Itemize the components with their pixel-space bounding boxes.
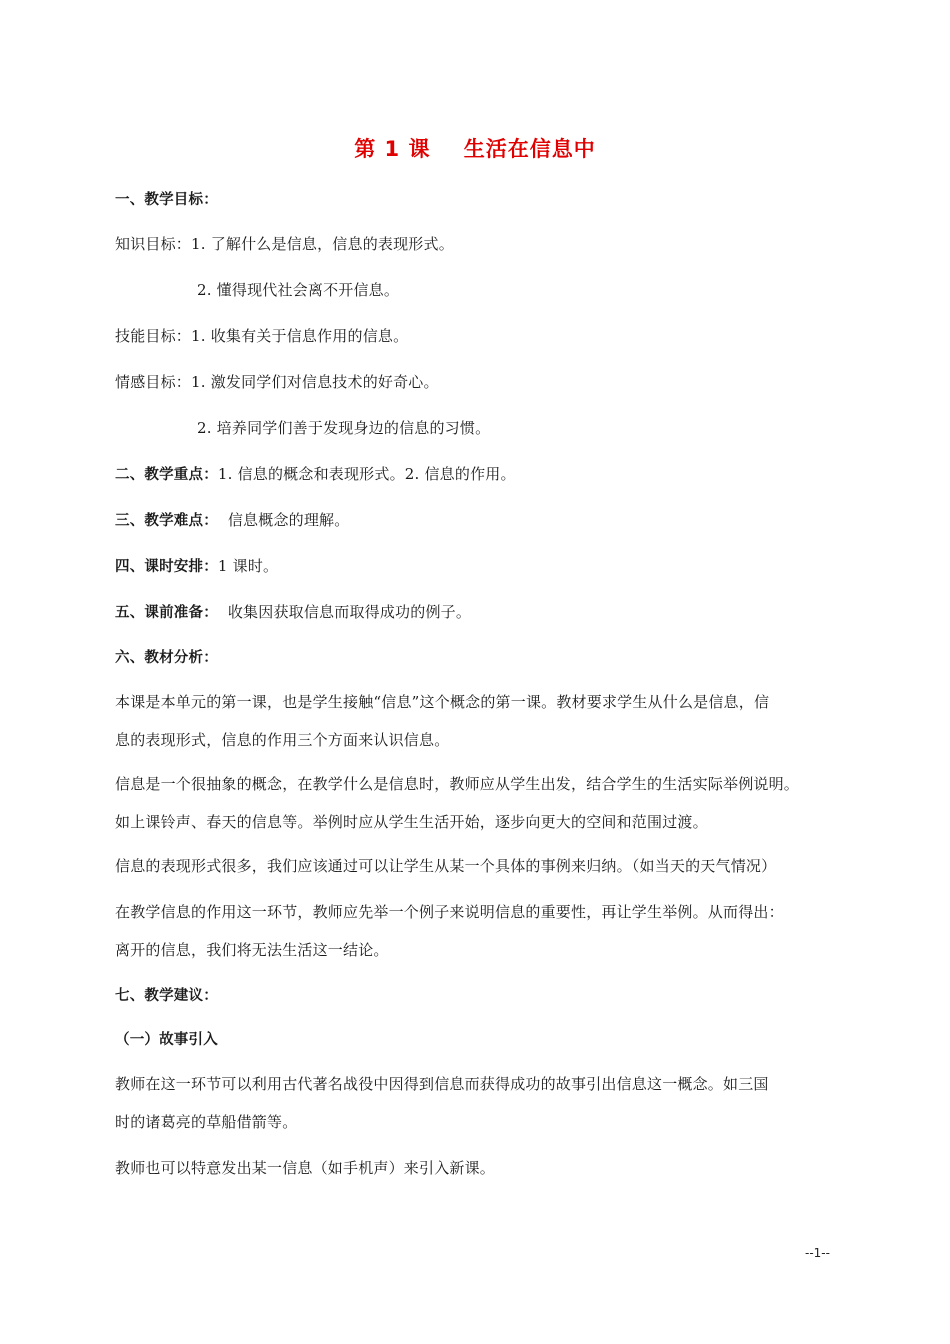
section-heading-key-points: 二、教学重点： — [115, 467, 218, 483]
analysis-para-2-line-1: 信息是一个很抽象的概念，在教学什么是信息时，教师应从学生出发，结合学生的生活实际举例说明。 — [115, 775, 800, 793]
section-heading-analysis: 六、教材分析： — [115, 650, 218, 666]
analysis-para-2-line-2: 如上课铃声、春天的信息等。举例时应从学生生活开始，逐步向更大的空间和范围过渡。 — [115, 813, 708, 831]
suggestion-para-1-line-2: 时的诸葛亮的草船借箭等。 — [115, 1113, 298, 1131]
difficulty-text: 信息概念的理解。 — [217, 511, 350, 529]
analysis-para-1-line-2: 息的表现形式，信息的作用三个方面来认识信息。 — [115, 731, 450, 749]
analysis-para-4-line-2: 离开的信息，我们将无法生活这一结论。 — [115, 941, 389, 959]
suggestion-para-2-line-1: 教师也可以特意发出某一信息（如手机声）来引入新课。 — [115, 1159, 496, 1177]
skill-label: 技能目标： — [115, 327, 192, 345]
analysis-para-4-line-1: 在教学信息的作用这一环节，教师应先举一个例子来说明信息的重要性，再让学生举例。从而得出： — [115, 903, 784, 921]
key-points-line — [115, 464, 516, 485]
section-heading-suggestions: 七、教学建议： — [115, 988, 218, 1004]
skill-item-1: 1. 收集有关于信息作用的信息。 — [191, 327, 409, 345]
section-heading-goals: 一、教学目标： — [115, 192, 218, 208]
page-number: --1-- — [805, 1246, 830, 1260]
emotion-goal-line — [115, 372, 439, 392]
analysis-para-1-line-1: 本课是本单元的第一课，也是学生接触“信息”这个概念的第一课。教材要求学生从什么是信息，信 — [115, 693, 770, 711]
schedule-line — [115, 556, 278, 577]
emotion-item-1: 1. 激发同学们对信息技术的好奇心。 — [191, 373, 439, 391]
schedule-text: 1 课时。 — [217, 557, 279, 575]
skill-goal-line — [115, 326, 408, 346]
section-heading-schedule: 四、课时安排： — [115, 559, 218, 575]
page-title: 第 1 课 生活在信息中 — [354, 137, 596, 161]
section-heading-difficulty: 三、教学难点： — [115, 513, 218, 529]
emotion-item-2: 2. 培养同学们善于发现身边的信息的习惯。 — [197, 419, 491, 437]
knowledge-item-1: 1. 了解什么是信息，信息的表现形式。 — [191, 235, 454, 253]
knowledge-goal-line — [115, 234, 454, 254]
analysis-para-3-line-1: 信息的表现形式很多，我们应该通过可以让学生从某一个具体的事例来归纳。（如当天的天气情况） — [115, 857, 777, 875]
suggestion-para-1-line-1: 教师在这一环节可以利用古代著名战役中因得到信息而获得成功的故事引出信息这一概念。如三国 — [115, 1075, 769, 1093]
subsection-heading-story: （一）故事引入 — [115, 1032, 218, 1048]
key-points-text: 1. 信息的概念和表现形式。2. 信息的作用。 — [217, 465, 516, 483]
knowledge-label: 知识目标： — [115, 235, 192, 253]
preparation-line — [115, 602, 471, 623]
preparation-text: 收集因获取信息而取得成功的例子。 — [217, 603, 472, 621]
section-heading-preparation: 五、课前准备： — [115, 605, 218, 621]
knowledge-item-2: 2. 懂得现代社会离不开信息。 — [197, 281, 400, 299]
difficulty-line — [115, 510, 349, 531]
emotion-label: 情感目标： — [115, 373, 192, 391]
